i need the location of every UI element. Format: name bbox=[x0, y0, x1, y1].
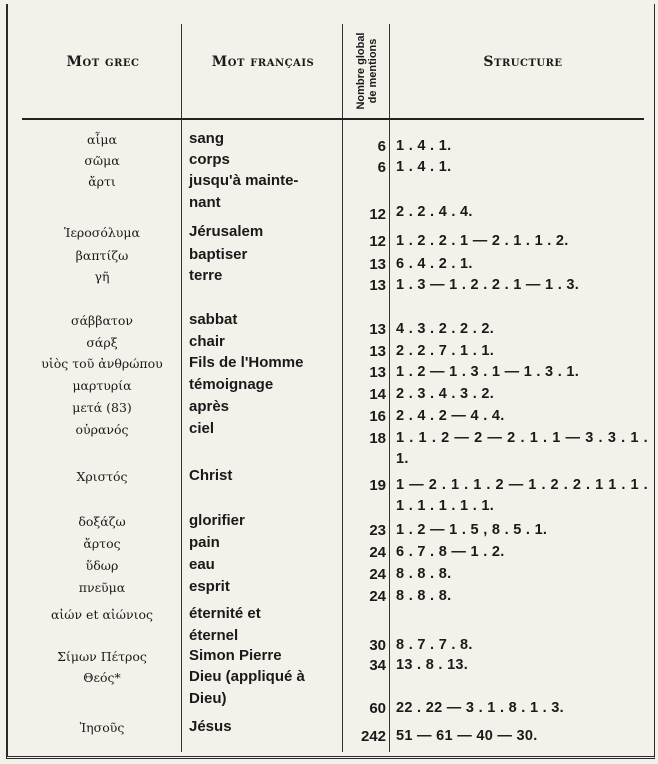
cell-structure: 6 . 7 . 8 — 1 . 2. bbox=[396, 544, 505, 560]
cell-mot-francais: Dieu (appliqué à Dieu) bbox=[189, 668, 305, 707]
cell-structure: 1 . 4 . 1. bbox=[396, 138, 452, 154]
header-mot-francais: Mot français bbox=[211, 54, 315, 70]
cell-mot-francais: glorifier bbox=[189, 512, 245, 529]
cell-mot-grec: μετά (83) bbox=[72, 400, 132, 415]
cell-structure: 1 . 2 — 1 . 3 . 1 — 1 . 3 . 1. bbox=[396, 364, 580, 380]
cell-nombre-mentions: 13 bbox=[369, 364, 386, 381]
cell-mot-francais: chair bbox=[189, 333, 225, 350]
header-nombre-mentions-label: Nombre global de mentions bbox=[355, 32, 379, 110]
cell-mot-grec: ἄρτι bbox=[88, 174, 116, 189]
cell-mot-grec: μαρτυρία bbox=[72, 378, 132, 393]
cell-nombre-mentions: 242 bbox=[360, 728, 386, 745]
cell-mot-francais: Jésus bbox=[189, 718, 232, 735]
cell-mot-grec: Σίμων Πέτρος bbox=[57, 649, 147, 664]
cell-mot-francais: Simon Pierre bbox=[189, 647, 282, 664]
cell-mot-grec: πνεῦμα bbox=[78, 580, 126, 595]
cell-mot-francais: ciel bbox=[189, 420, 215, 437]
cell-nombre-mentions: 14 bbox=[369, 386, 386, 403]
cell-mot-grec: ὕδωρ bbox=[85, 558, 119, 573]
cell-nombre-mentions: 13 bbox=[369, 343, 386, 360]
cell-structure: 1 — 2 . 1 . 1 . 2 — 1 . 2 . 2 . 1 1 . 1 . 1 . 1 . 1 . 1 . 1. bbox=[396, 477, 648, 514]
cell-nombre-mentions: 6 bbox=[377, 159, 386, 176]
cell-mot-grec: ἄρτος bbox=[83, 536, 121, 551]
cell-mot-francais: éternité et éternel bbox=[189, 605, 261, 644]
header-nombre-mentions bbox=[345, 26, 389, 116]
cell-mot-grec: σῶμα bbox=[84, 153, 120, 168]
cell-structure: 2 . 2 . 7 . 1 . 1. bbox=[396, 343, 495, 359]
cell-nombre-mentions: 18 bbox=[369, 430, 386, 447]
cell-mot-grec: σάββατον bbox=[71, 313, 133, 328]
cell-mot-grec: Ἰησοῦς bbox=[79, 720, 125, 735]
cell-nombre-mentions: 13 bbox=[369, 321, 386, 338]
cell-mot-francais: terre bbox=[189, 267, 223, 284]
cell-structure: 4 . 3 . 2 . 2 . 2. bbox=[396, 321, 495, 337]
cell-nombre-mentions: 12 bbox=[369, 233, 386, 250]
cell-nombre-mentions: 60 bbox=[369, 700, 386, 717]
cell-mot-francais: sabbat bbox=[189, 311, 238, 328]
cell-structure: 8 . 8 . 8. bbox=[396, 566, 452, 582]
cell-structure: 1 . 1 . 2 — 2 — 2 . 1 . 1 — 3 . 3 . 1 . 1. bbox=[396, 430, 648, 467]
table-frame bbox=[6, 4, 655, 759]
cell-mot-francais: Jérusalem bbox=[189, 223, 264, 240]
cell-mot-francais: sang bbox=[189, 130, 225, 147]
cell-structure: 2 . 4 . 2 — 4 . 4. bbox=[396, 408, 505, 424]
cell-mot-francais: témoignage bbox=[189, 376, 274, 393]
cell-mot-francais: après bbox=[189, 398, 230, 415]
cell-mot-grec: αἷμα bbox=[87, 132, 117, 147]
cell-structure: 1 . 2 . 2 . 1 — 2 . 1 . 1 . 2. bbox=[396, 233, 569, 249]
cell-nombre-mentions: 19 bbox=[369, 477, 386, 494]
cell-structure: 2 . 2 . 4 . 4. bbox=[396, 204, 473, 220]
cell-mot-francais: Fils de l'Homme bbox=[189, 354, 304, 371]
cell-mot-grec: αἰών et αἰώνιος bbox=[50, 607, 154, 622]
cell-structure: 8 . 7 . 7 . 8. bbox=[396, 637, 473, 653]
cell-mot-grec: γῆ bbox=[94, 269, 110, 284]
cell-mot-francais: Christ bbox=[189, 467, 233, 484]
cell-mot-francais: jusqu'à mainte- nant bbox=[189, 172, 299, 211]
cell-nombre-mentions: 6 bbox=[377, 138, 386, 155]
cell-structure: 1 . 3 — 1 . 2 . 2 . 1 — 1 . 3. bbox=[396, 277, 580, 293]
cell-structure: 1 . 2 — 1 . 5 , 8 . 5 . 1. bbox=[396, 522, 548, 538]
cell-mot-grec: βαπτίζω bbox=[75, 248, 129, 263]
header-mot-grec: Mot grec bbox=[66, 54, 140, 70]
cell-nombre-mentions: 13 bbox=[369, 256, 386, 273]
cell-nombre-mentions: 13 bbox=[369, 277, 386, 294]
cell-structure: 1 . 4 . 1. bbox=[396, 159, 452, 175]
header-divider bbox=[22, 118, 644, 120]
cell-mot-francais: baptiser bbox=[189, 246, 248, 263]
cell-structure: 51 — 61 — 40 — 30. bbox=[396, 728, 538, 744]
cell-nombre-mentions: 24 bbox=[369, 588, 386, 605]
cell-mot-francais: eau bbox=[189, 556, 215, 573]
cell-structure: 2 . 3 . 4 . 3 . 2. bbox=[396, 386, 495, 402]
cell-nombre-mentions: 12 bbox=[369, 206, 386, 223]
header-structure: Structure bbox=[483, 54, 563, 70]
cell-mot-grec: Χριστός bbox=[76, 469, 128, 484]
cell-structure: 22 . 22 — 3 . 1 . 8 . 1 . 3. bbox=[396, 700, 564, 716]
cell-nombre-mentions: 24 bbox=[369, 566, 386, 583]
column-divider bbox=[389, 24, 390, 752]
cell-mot-francais: corps bbox=[189, 151, 230, 168]
cell-nombre-mentions: 24 bbox=[369, 544, 386, 561]
cell-mot-grec: δοξάζω bbox=[78, 514, 126, 529]
cell-mot-grec: Θεός* bbox=[83, 670, 121, 685]
cell-structure: 8 . 8 . 8. bbox=[396, 588, 452, 604]
cell-nombre-mentions: 23 bbox=[369, 522, 386, 539]
cell-structure: 6 . 4 . 2 . 1. bbox=[396, 256, 473, 272]
cell-structure: 13 . 8 . 13. bbox=[396, 657, 469, 673]
cell-mot-francais: pain bbox=[189, 534, 220, 551]
cell-mot-grec: οὐρανός bbox=[75, 422, 129, 437]
cell-nombre-mentions: 30 bbox=[369, 637, 386, 654]
cell-mot-francais: esprit bbox=[189, 578, 230, 595]
cell-mot-grec: Ἱεροσόλυμα bbox=[64, 225, 140, 240]
cell-nombre-mentions: 16 bbox=[369, 408, 386, 425]
cell-nombre-mentions: 34 bbox=[369, 657, 386, 674]
cell-mot-grec: υἱὸς τοῦ ἀνθρώπου bbox=[41, 356, 163, 371]
cell-mot-grec: σάρξ bbox=[86, 335, 118, 350]
